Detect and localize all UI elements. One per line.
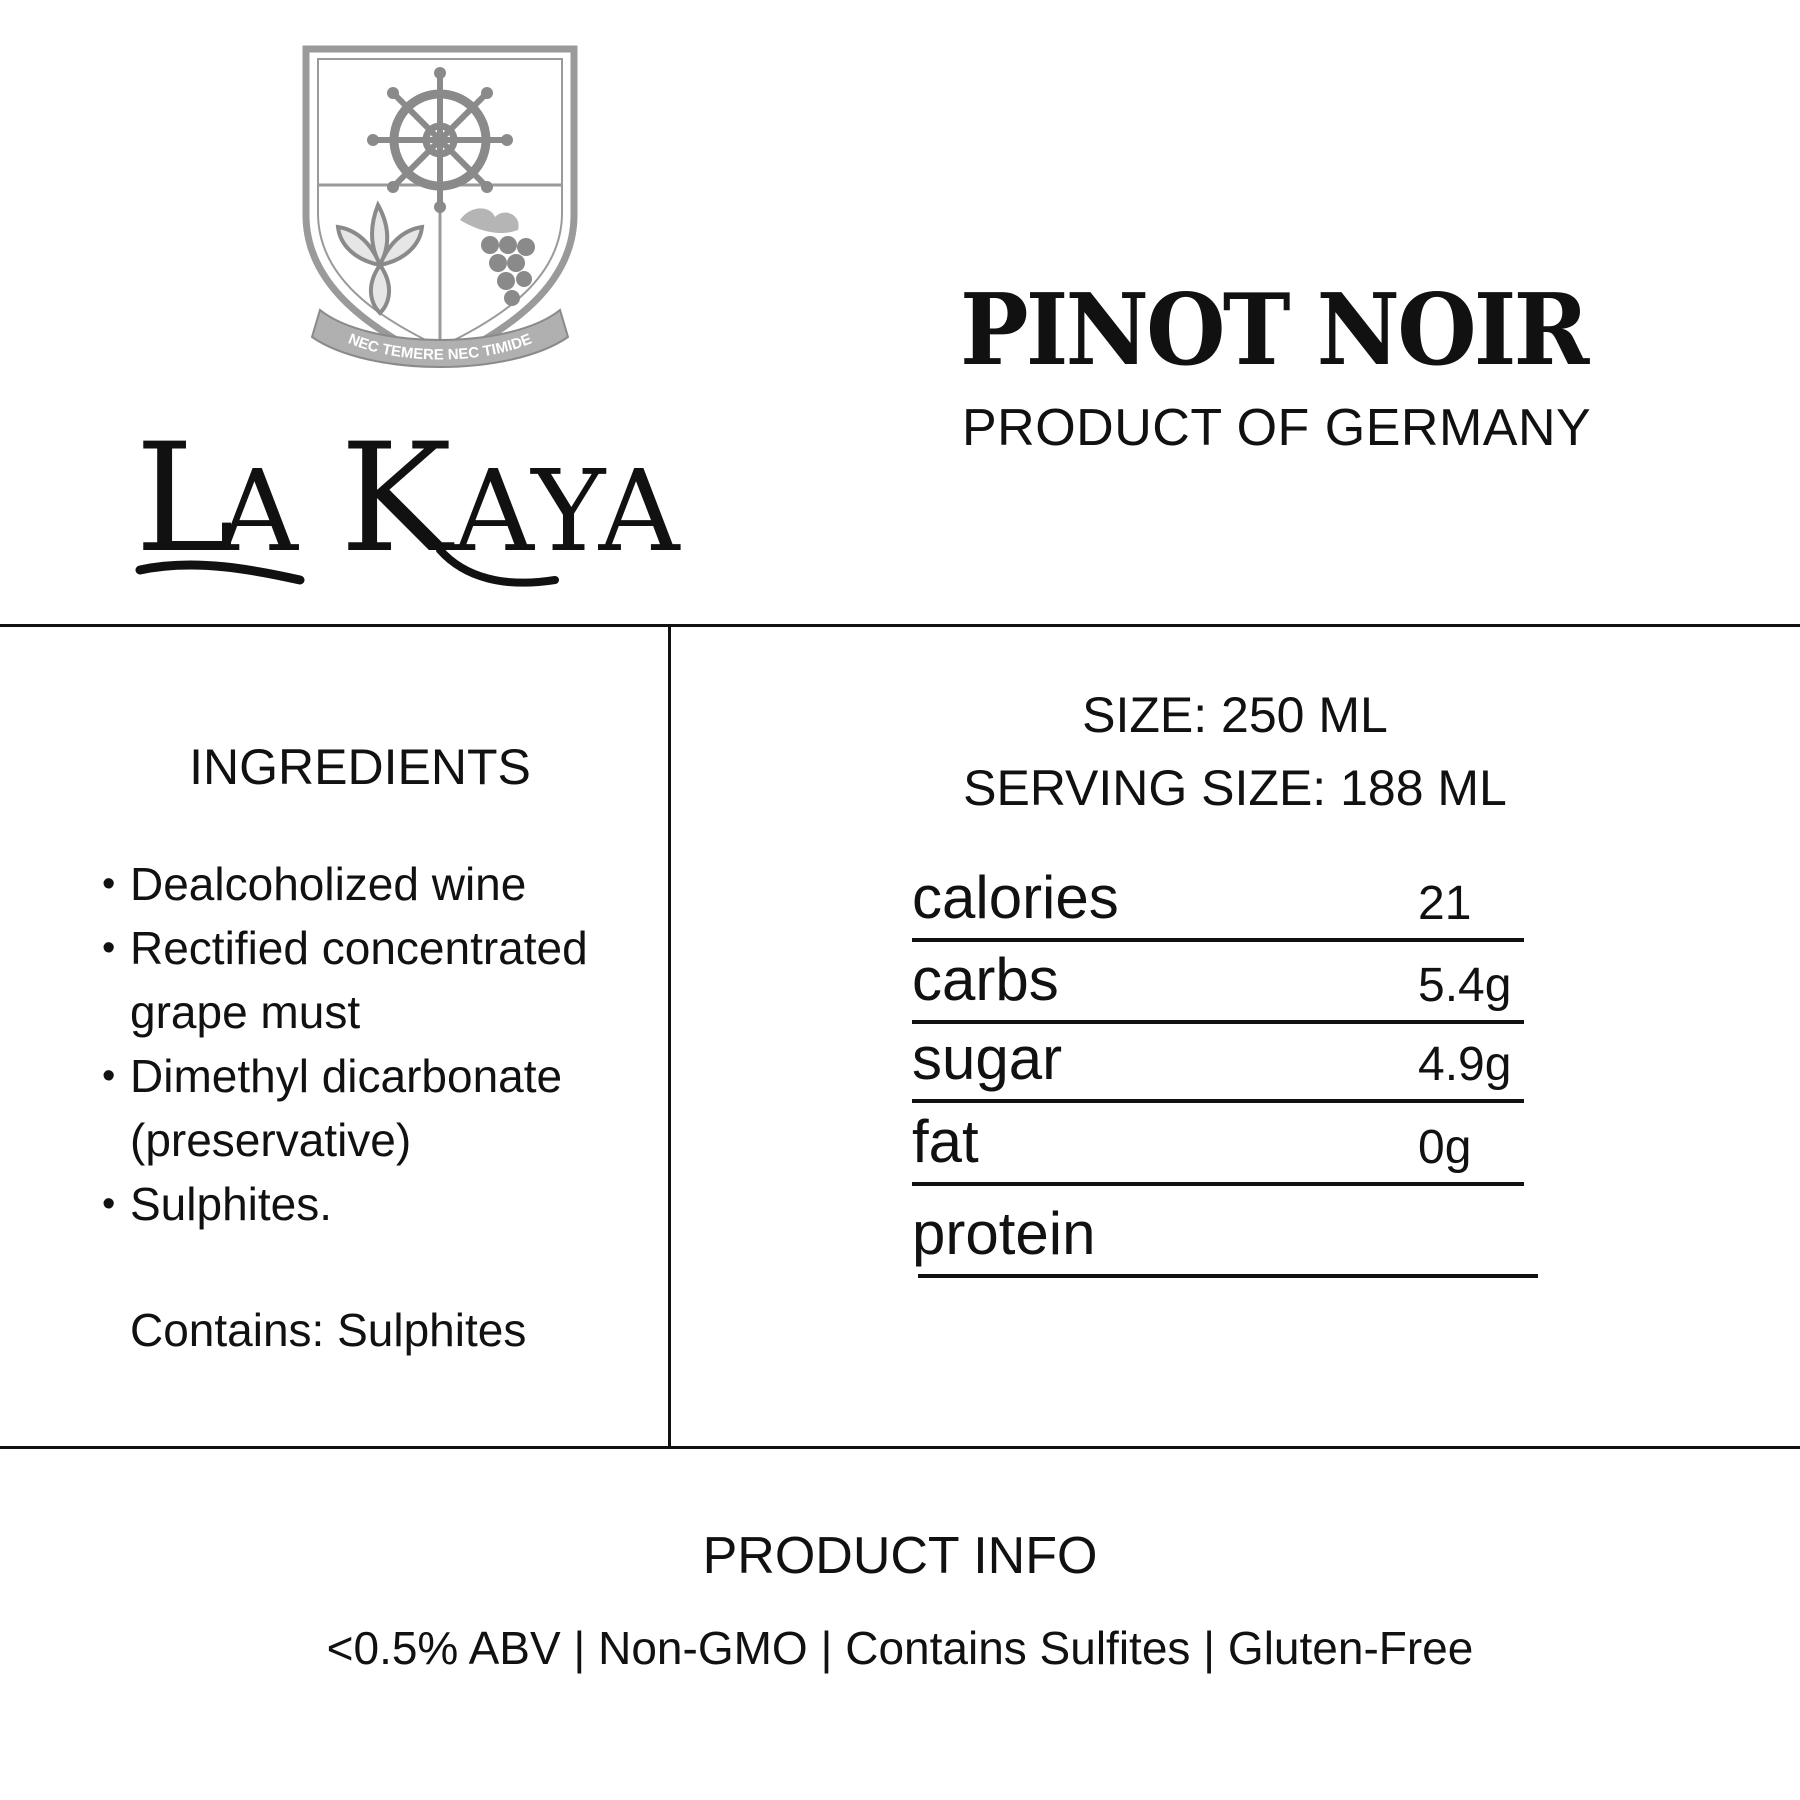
ingredient-item: • Sulphites. xyxy=(100,1172,660,1236)
svg-text:K: K xyxy=(340,420,453,586)
ingredient-item: • Rectified concentrated grape must xyxy=(100,916,660,1044)
svg-text:L: L xyxy=(135,420,231,586)
nutrition-value: 5.4g xyxy=(1418,959,1512,1012)
nutrition-row-protein xyxy=(912,1198,1538,1278)
nutrition-label: fat xyxy=(912,1108,979,1175)
nutrition-label: calories xyxy=(912,864,1119,931)
nutrition-row-calories xyxy=(912,862,1524,942)
origin-text: PRODUCT OF GERMANY xyxy=(962,399,1592,457)
ingredients-list xyxy=(100,852,660,1236)
product-info-title: PRODUCT INFO xyxy=(702,1527,1098,1585)
grapes-icon xyxy=(460,208,535,306)
nutrition-rule xyxy=(912,1182,1524,1186)
nutrition-value: 4.9g xyxy=(1418,1038,1512,1091)
wine-title: PINOT NOIR xyxy=(960,273,1587,388)
nutrition-value: 0g xyxy=(1418,1121,1472,1174)
contains-note: Contains: Sulphites xyxy=(130,1304,527,1356)
nutrition-rule xyxy=(912,1099,1524,1103)
ingredient-item: • Dimethyl dicarbonate (preservative) xyxy=(100,1044,660,1172)
lily-flower-icon xyxy=(338,205,422,313)
nutrition-label: sugar xyxy=(912,1025,1063,1092)
nutrition-row-fat xyxy=(912,1106,1524,1186)
nutrition-row-carbs xyxy=(912,944,1524,1024)
nutrition-label: carbs xyxy=(912,946,1059,1013)
nutrition-row-sugar xyxy=(912,1023,1524,1103)
size-text: SIZE: 250 ML xyxy=(1082,687,1388,743)
bottom-divider xyxy=(0,1446,1800,1449)
nutrition-rule xyxy=(912,938,1524,942)
ingredients-title: INGREDIENTS xyxy=(189,739,531,795)
serving-size-text: SERVING SIZE: 188 ML xyxy=(963,760,1507,816)
crest-logo xyxy=(300,45,580,375)
ship-wheel-icon xyxy=(367,67,513,213)
nutrition-value: 21 xyxy=(1418,877,1472,930)
svg-text:AYA: AYA xyxy=(453,447,682,577)
nutrition-rule xyxy=(918,1274,1538,1278)
top-divider xyxy=(0,624,1800,627)
ingredient-item: • Dealcoholized wine xyxy=(100,852,660,916)
svg-text:A: A xyxy=(217,447,298,577)
brand-logo xyxy=(135,420,755,595)
nutrition-label: protein xyxy=(912,1200,1096,1267)
crest-motto: NEC TEMERE NEC TIMIDE xyxy=(345,330,535,364)
product-info-details: <0.5% ABV | Non-GMO | Contains Sulfites | Gluten-Free xyxy=(326,1622,1474,1674)
